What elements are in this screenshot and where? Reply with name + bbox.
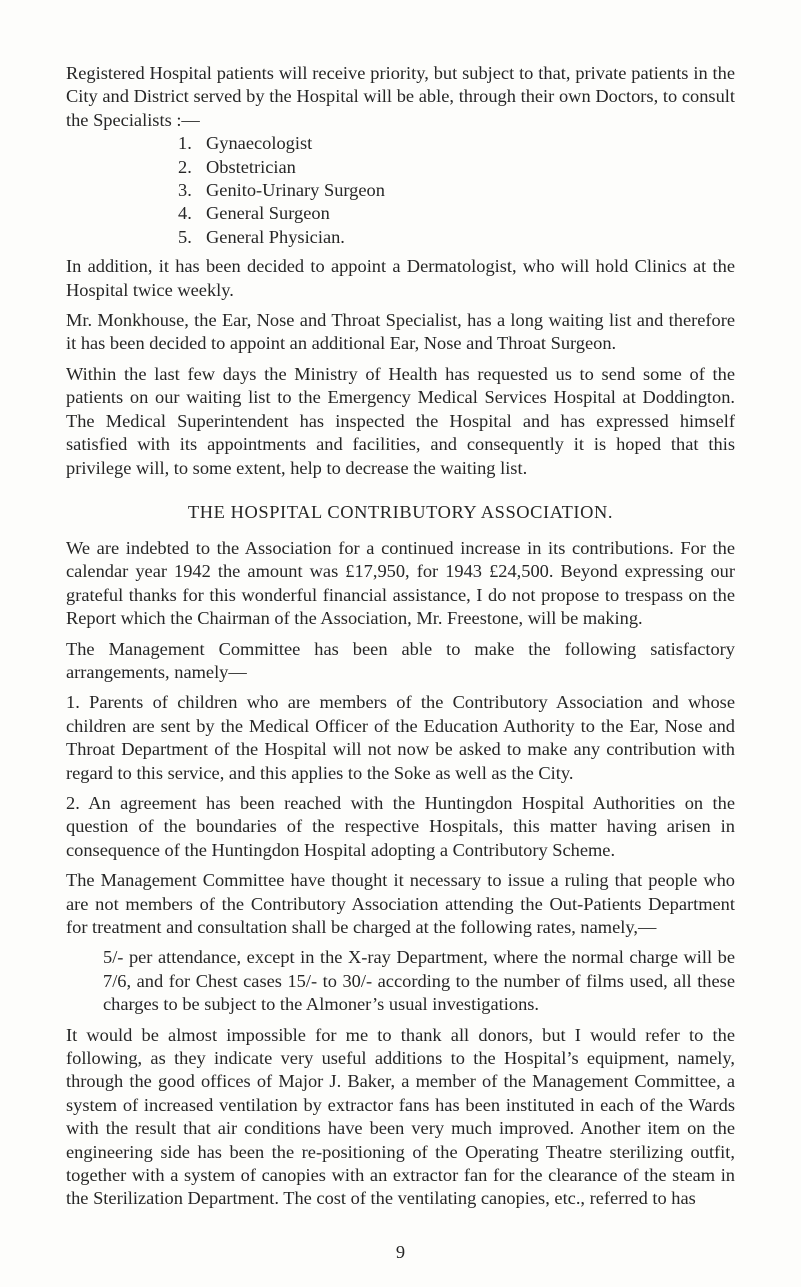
- donors-paragraph: It would be almost impossible for me to thank all donors, but I would refer to the following, as they indicate very useful additions to the Hospital’s equipment, namely, through the good offices of Major J. Baker, a member of the Management Committee, a system of increased ventilation by extractor fans has been instituted in each of the Wards with the result that air conditions have been very much improved. Another item on the engineering side has been the re-positioning of the Operating Theatre sterilizing outfit, together with a system of canopies with an extractor fan for the clearance of the steam in the Sterilization Department. The cost of the ventilating canopies, etc., referred to has: [66, 1024, 735, 1209]
- arrangements-intro: The Management Committee has been able to make the following satisfactory arrangements, namely—: [66, 638, 735, 682]
- intro-paragraph: Registered Hospital patients will receive priority, but subject to that, private patients in the City and District served by the Hospital will be able, through their own Doctors, to consult the Specialists :—: [66, 63, 735, 130]
- list-item: 2. Obstetrician: [178, 156, 296, 177]
- rates-paragraph: 5/- per attendance, except in the X-ray Department, where the normal charge will be 7/6, and for Chest cases 15/- to 30/- according to the number of films used, all these charges to be subject to the Almoner’s usual investigations.: [103, 947, 735, 1015]
- arrangement-item: 1. Parents of children who are members of the Contributory Association and whose children are sent by the Medical Officer of the Education Authority to the Ear, Nose and Throat Department of the Hospital will not now be asked to make any contribution with regard to this service, and this applies to the Soke as well as the City.: [66, 692, 735, 783]
- ruling-paragraph: The Management Committee have thought it necessary to issue a ruling that people who are not members of the Contributory Association attending the Out-Patients Department for treatment and consultation shall be charged at the following rates, namely,—: [66, 870, 735, 937]
- list-item: 4. General Surgeon: [178, 203, 330, 224]
- ministry-paragraph: Within the last few days the Ministry of Health has requested us to send some of the patients on our waiting list to the Emergency Medical Services Hospital at Doddington. The Medical Superintendent has inspected the Hospital and has expressed himself satisfied with its appointments and facilities, and consequently it is hoped that this privilege will, to some extent, help to decrease the waiting list.: [66, 363, 735, 478]
- list-item: 3. Genito-Urinary Surgeon: [178, 180, 385, 201]
- ent-paragraph: Mr. Monkhouse, the Ear, Nose and Throat Specialist, has a long waiting list and therefore it has been decided to appoint an additional Ear, Nose and Throat Surgeon.: [66, 310, 735, 354]
- specialists-list: [66, 132, 735, 249]
- list-item: 5. General Physician.: [178, 226, 345, 247]
- association-paragraph: We are indebted to the Association for a continued increase in its contributions. For the calendar year 1942 the amount was £17,950, for 1943 £24,500. Beyond expressing our grateful thanks for this wonderful financial assistance, I do not propose to trespass on the Report which the Chairman of the Association, Mr. Freestone, will be making.: [66, 537, 735, 629]
- arrangement-item: 2. An agreement has been reached with the Huntingdon Hospital Authorities on the question of the boundaries of the respective Hospitals, this matter having arisen in consequence of the Huntingdon Hospital adopting a Contributory Scheme.: [66, 792, 735, 860]
- section-heading: THE HOSPITAL CONTRIBUTORY ASSOCIATION.: [187, 501, 614, 522]
- page-number: 9: [395, 1242, 406, 1262]
- dermatologist-paragraph: In addition, it has been decided to appoint a Dermatologist, who will hold Clinics at the Hospital twice weekly.: [66, 256, 735, 300]
- list-item: 1. Gynaecologist: [178, 133, 313, 154]
